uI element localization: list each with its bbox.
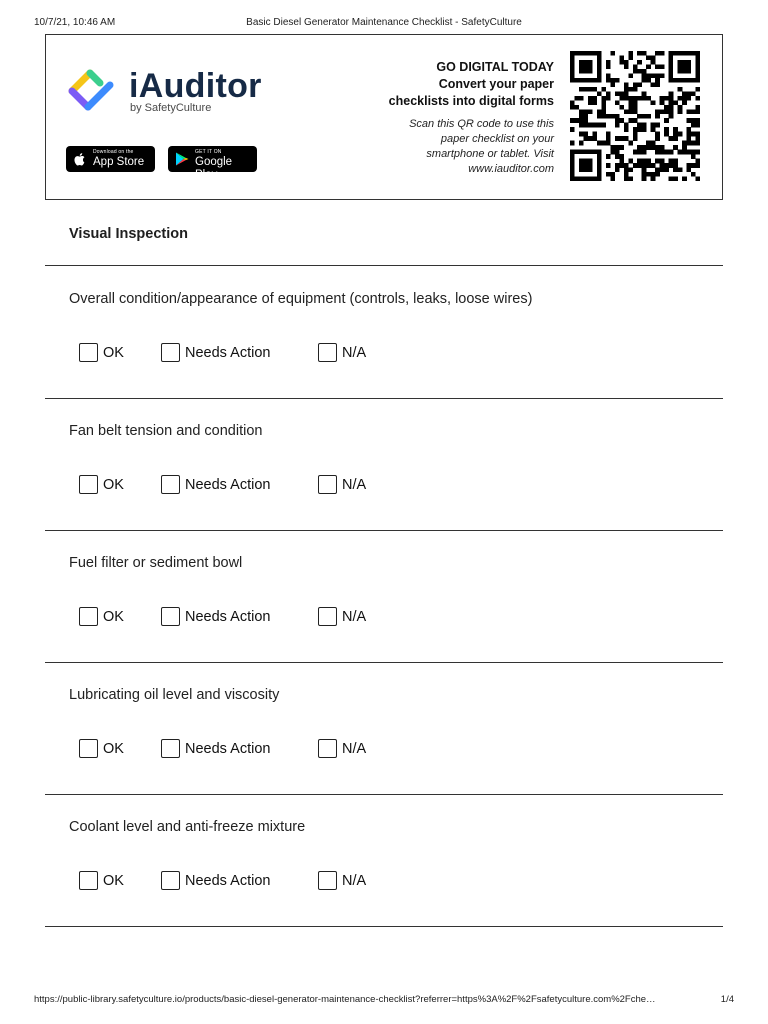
iauditor-promo-banner xyxy=(45,34,723,200)
checkbox-needs-action[interactable] xyxy=(161,475,180,494)
item-divider xyxy=(45,926,723,927)
option-label: OK xyxy=(103,477,124,493)
option-label: OK xyxy=(103,609,124,625)
checkbox-ok[interactable] xyxy=(79,739,98,758)
scan-line-2: paper checklist on your xyxy=(440,133,554,145)
checklist-question: Fuel filter or sediment bowl xyxy=(69,555,243,571)
checklist-question: Lubricating oil level and viscosity xyxy=(69,687,280,703)
checkbox-na[interactable] xyxy=(318,607,337,626)
option-label: N/A xyxy=(342,741,367,757)
checkbox-ok[interactable] xyxy=(79,475,98,494)
option-label: N/A xyxy=(342,609,367,625)
brand-subtitle: by SafetyCulture xyxy=(130,102,212,114)
checkbox-needs-action[interactable] xyxy=(161,739,180,758)
option-label: Needs Action xyxy=(185,609,271,625)
print-datetime: 10/7/21, 10:46 AM xyxy=(34,17,116,28)
google-play-badge[interactable] xyxy=(168,146,257,181)
print-url: https://public-library.safetyculture.io/products/basic-diesel-generator-maintenance-checklist?referrer=https%3A%2F%2Fsafetyculture.com%2Fche… xyxy=(34,994,656,1005)
go-digital-heading xyxy=(389,59,554,110)
checklist-question: Fan belt tension and condition xyxy=(69,423,263,439)
go-digital-line1: Convert your paper xyxy=(438,77,554,91)
checkbox-na[interactable] xyxy=(318,739,337,758)
option-label: Needs Action xyxy=(185,741,271,757)
checkbox-na[interactable] xyxy=(318,871,337,890)
page-number: 1/4 xyxy=(720,994,734,1005)
iauditor-logo-icon xyxy=(66,65,121,120)
checkbox-na[interactable] xyxy=(318,343,337,362)
go-digital-line2: checklists into digital forms xyxy=(388,94,554,108)
print-document-title: Basic Diesel Generator Maintenance Checklist - SafetyCulture xyxy=(246,17,522,28)
item-divider xyxy=(45,662,723,663)
checkbox-na[interactable] xyxy=(318,475,337,494)
option-label: N/A xyxy=(342,477,367,493)
option-label: N/A xyxy=(342,873,367,889)
app-store-text: App Store xyxy=(93,156,145,168)
apple-icon xyxy=(72,151,88,167)
scan-line-4: www.iauditor.com xyxy=(468,163,554,175)
app-store-small-text: Download on the xyxy=(93,149,134,155)
option-label: OK xyxy=(103,741,124,757)
checklist-question: Overall condition/appearance of equipment (controls, leaks, loose wires) xyxy=(69,291,533,307)
print-header xyxy=(0,17,768,31)
checkbox-needs-action[interactable] xyxy=(161,607,180,626)
item-divider xyxy=(45,794,723,795)
go-digital-title: GO DIGITAL TODAY xyxy=(436,60,554,74)
option-label: OK xyxy=(103,345,124,361)
qr-code-icon xyxy=(570,51,704,181)
google-play-text: Google Play xyxy=(195,156,233,181)
google-play-small-text: GET IT ON xyxy=(195,149,222,155)
section-divider xyxy=(45,265,723,266)
brand-name: iAuditor xyxy=(129,67,262,105)
option-label: OK xyxy=(103,873,124,889)
section-title: Visual Inspection xyxy=(69,226,188,242)
item-divider xyxy=(45,398,723,399)
option-label: N/A xyxy=(342,345,367,361)
scan-line-1: Scan this QR code to use this xyxy=(409,118,554,130)
checkbox-ok[interactable] xyxy=(79,871,98,890)
google-play-icon xyxy=(174,151,190,167)
checkbox-ok[interactable] xyxy=(79,607,98,626)
option-label: Needs Action xyxy=(185,345,271,361)
checkbox-needs-action[interactable] xyxy=(161,871,180,890)
scan-line-3: smartphone or tablet. Visit xyxy=(426,148,554,160)
option-label: Needs Action xyxy=(185,477,271,493)
option-label: Needs Action xyxy=(185,873,271,889)
checkbox-needs-action[interactable] xyxy=(161,343,180,362)
app-store-badge[interactable] xyxy=(66,146,155,172)
item-divider xyxy=(45,530,723,531)
checklist-question: Coolant level and anti-freeze mixture xyxy=(69,819,306,835)
checkbox-ok[interactable] xyxy=(79,343,98,362)
scan-instructions xyxy=(409,117,554,177)
